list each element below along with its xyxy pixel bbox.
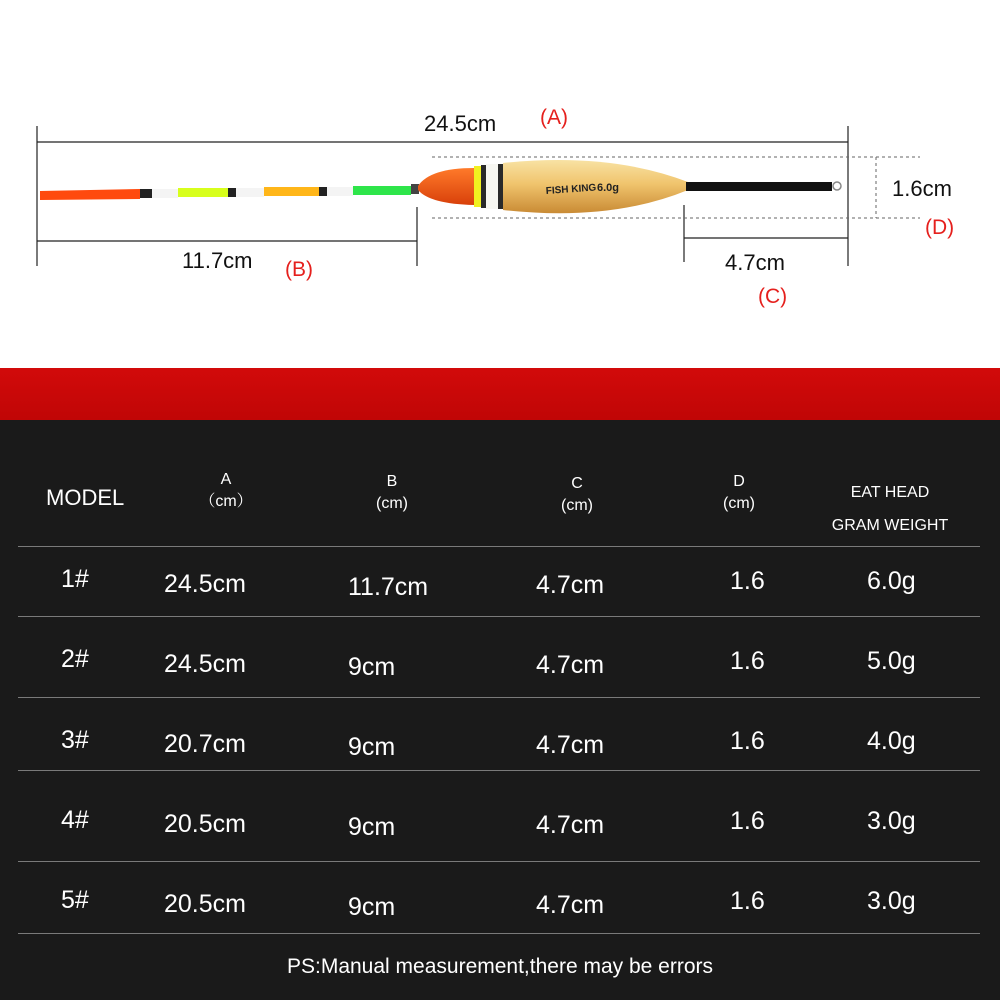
- header-d-letter: D: [733, 473, 745, 490]
- cell-model: 4#: [61, 806, 89, 834]
- row-divider: [18, 770, 980, 771]
- cell-model: 1#: [61, 565, 89, 593]
- cell-b: 9cm: [348, 653, 396, 681]
- svg-text:FISH KING: FISH KING: [545, 182, 597, 197]
- cell-weight: 5.0g: [867, 647, 916, 675]
- header-weight-line1: EAT HEAD: [850, 484, 930, 501]
- header-c-unit: (cm): [561, 497, 593, 514]
- header-c: [547, 473, 607, 517]
- cell-b: 9cm: [348, 733, 396, 761]
- dimension-c-value: 4.7cm: [725, 250, 785, 275]
- cell-a: 20.5cm: [164, 890, 246, 918]
- header-a-unit: （cm）: [199, 493, 253, 510]
- dimension-a-label: (A): [540, 106, 568, 129]
- header-a-letter: A: [220, 471, 232, 488]
- header-c-letter: C: [571, 475, 583, 492]
- header-b-unit: (cm): [376, 495, 408, 512]
- cell-model: 3#: [61, 726, 89, 754]
- cell-d: 1.6: [730, 887, 765, 915]
- header-a: [196, 469, 256, 513]
- header-b-letter: B: [386, 473, 398, 490]
- header-d: [709, 471, 769, 515]
- dimension-b-value: 11.7cm: [182, 248, 253, 273]
- float-body: [418, 160, 691, 213]
- fishing-float-illustration: [0, 0, 1000, 368]
- cell-weight: 4.0g: [867, 727, 916, 755]
- cell-weight: 3.0g: [867, 807, 916, 835]
- cell-weight: 3.0g: [867, 887, 916, 915]
- cell-a: 24.5cm: [164, 570, 246, 598]
- red-divider-band: [0, 368, 1000, 420]
- cell-c: 4.7cm: [536, 731, 605, 759]
- row-divider: [18, 546, 980, 547]
- row-divider: [18, 861, 980, 862]
- header-weight: [820, 476, 960, 542]
- spec-table: [0, 420, 1000, 1000]
- cell-model: 5#: [61, 886, 89, 914]
- cell-d: 1.6: [730, 807, 765, 835]
- footnote: PS:Manual measurement,there may be errors: [286, 955, 714, 978]
- header-b: [362, 471, 422, 515]
- header-d-unit: (cm): [723, 495, 755, 512]
- svg-text:6.0g: 6.0g: [597, 182, 620, 194]
- dimension-c-label: (C): [758, 285, 788, 308]
- row-divider: [18, 697, 980, 698]
- cell-b: 9cm: [348, 813, 396, 841]
- row-divider: [18, 933, 980, 934]
- cell-d: 1.6: [730, 727, 765, 755]
- row-divider: [18, 616, 980, 617]
- dimension-a-value: 24.5cm: [424, 111, 497, 136]
- cell-model: 2#: [61, 645, 89, 673]
- cell-c: 4.7cm: [536, 571, 605, 599]
- header-model: MODEL: [46, 485, 125, 510]
- cell-c: 4.7cm: [536, 811, 605, 839]
- cell-a: 20.7cm: [164, 730, 246, 758]
- float-antenna: [40, 184, 419, 200]
- header-weight-line2: GRAM WEIGHT: [831, 517, 949, 534]
- dimension-d-value: 1.6cm: [892, 176, 952, 201]
- float-stem: [686, 182, 841, 191]
- cell-b: 11.7cm: [348, 573, 429, 601]
- cell-c: 4.7cm: [536, 651, 605, 679]
- product-diagram: [0, 0, 1000, 368]
- cell-a: 20.5cm: [164, 810, 246, 838]
- cell-c: 4.7cm: [536, 891, 605, 919]
- cell-a: 24.5cm: [164, 650, 246, 678]
- dimension-b-label: (B): [285, 258, 313, 281]
- cell-d: 1.6: [730, 567, 765, 595]
- cell-d: 1.6: [730, 647, 765, 675]
- cell-weight: 6.0g: [867, 567, 916, 595]
- dimension-d-label: (D): [925, 216, 955, 239]
- cell-b: 9cm: [348, 893, 396, 921]
